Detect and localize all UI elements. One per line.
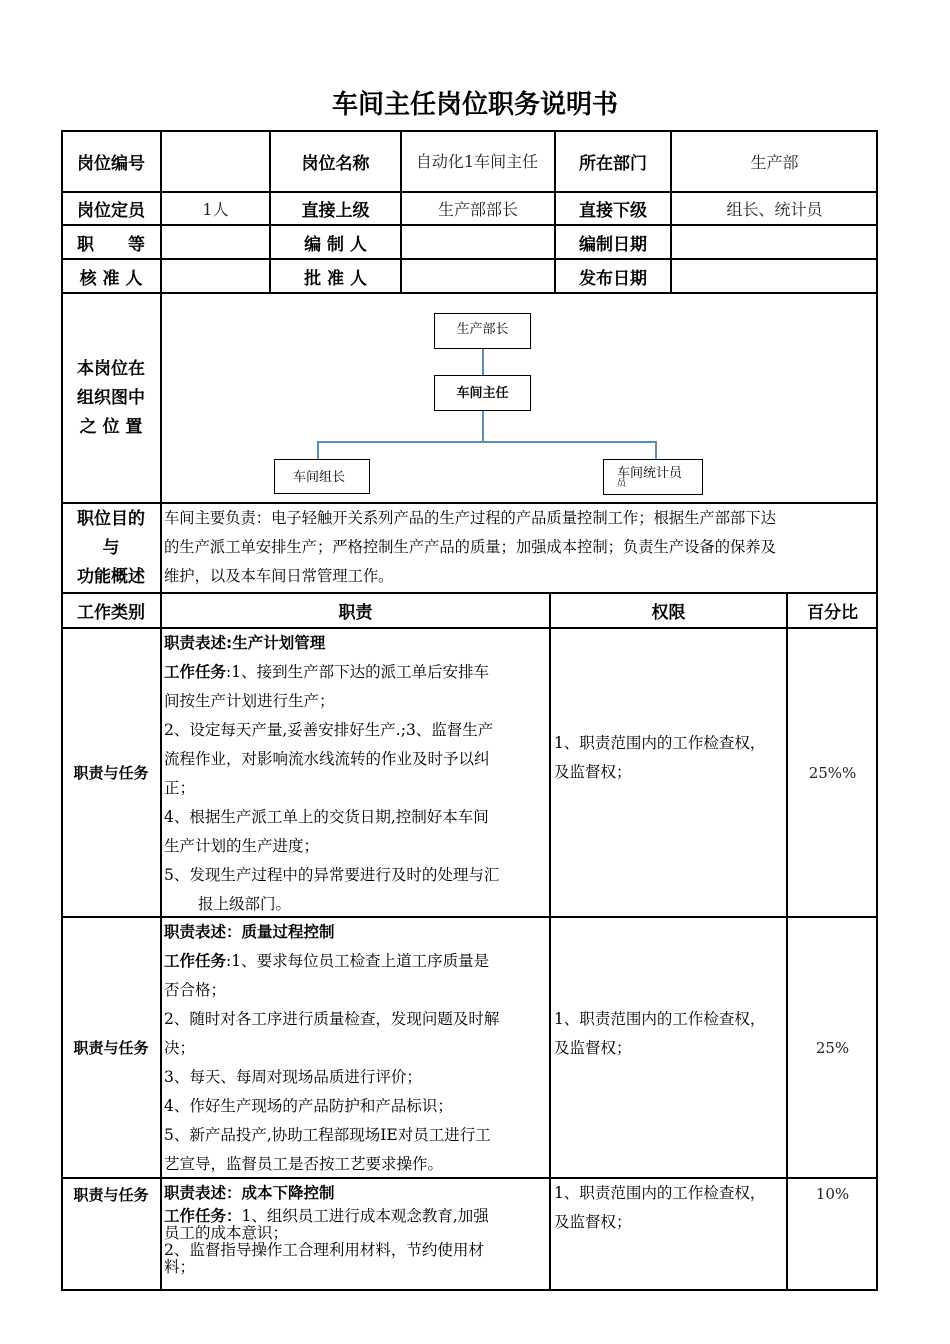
- org-box-workshop-director: 车间主任: [434, 375, 531, 411]
- duty-task-line: 5、新产品投产,协助工程部现场IE对员工进行工: [164, 1126, 491, 1144]
- duty-task-line: 生产计划的生产进度；: [164, 837, 320, 855]
- approver-label: 核 准 人: [79, 268, 143, 289]
- col-divider: [549, 592, 551, 1291]
- grade-value: [162, 226, 269, 258]
- duty-task-line: 4、作好生产现场的产品防护和产品标识；: [164, 1097, 453, 1115]
- duty-task-line: 3、每天、每周对现场品质进行评价；: [164, 1068, 422, 1086]
- org-label-line: 组织图中: [77, 387, 145, 408]
- duty-authority: [554, 1005, 784, 1063]
- author-label: 编 制 人: [304, 234, 367, 255]
- purpose-line: 车间主要负责：电子轻触开关系列产品的生产过程的产品质量控制工作；根据生产部部下达: [164, 509, 776, 527]
- duty-category: 职责与任务: [73, 764, 149, 782]
- purpose-label-line: 职位目的: [77, 508, 145, 529]
- duty-task-line: 2、设定每天产量,妥善安排好生产.;3、监督生产: [164, 721, 494, 739]
- purpose-line: 的生产派工单安排生产；严格控制生产产品的质量；加强成本控制；负责生产设备的保养及: [164, 538, 776, 556]
- duty-task-line: 间按生产计划进行生产；: [164, 692, 335, 710]
- position-name-label: 岗位名称: [301, 154, 370, 174]
- duty-task-line: 2、监督指导操作工合理利用材料，节约使用材: [164, 1241, 484, 1259]
- org-box-statistician-line: 员: [617, 479, 627, 489]
- org-connector: [317, 441, 319, 460]
- org-position-label: [62, 294, 160, 502]
- duty-authority-line: 1、职责范围内的工作检查权，: [554, 1010, 766, 1028]
- org-box-statistician-line: 车间统计员: [617, 466, 683, 481]
- duty-authority-line: 1、职责范围内的工作检查权，: [554, 734, 766, 752]
- duty-content: [164, 918, 548, 1179]
- position-name-value: 自动化1车间主任: [415, 151, 539, 171]
- duty-percent: 10%: [815, 1185, 850, 1203]
- department-label: 所在部门: [579, 154, 647, 174]
- org-label-line: 之 位 置: [79, 416, 143, 437]
- duty-task-line: 料；: [164, 1258, 196, 1276]
- author-date-label: 编制日期: [579, 234, 647, 255]
- duty-task-line: 1、组织员工进行成本观念教育,加强: [241, 1207, 489, 1225]
- page-title: 车间主任岗位职务说明书: [331, 90, 618, 120]
- col-header-duty: 职责: [338, 603, 373, 623]
- col-header-authority: 权限: [651, 603, 686, 623]
- org-connector: [482, 410, 484, 442]
- col-header-percent: 百分比: [807, 603, 858, 623]
- author-value: [402, 226, 554, 258]
- duty-statement: 生产计划管理: [232, 634, 326, 652]
- org-connector: [655, 441, 657, 460]
- subordinate-value: 组长、统计员: [726, 200, 823, 219]
- duty-authority-line: 1、职责范围内的工作检查权，: [554, 1184, 766, 1202]
- headcount-value: 1人: [202, 200, 229, 219]
- col-divider: [160, 130, 162, 1291]
- author-date-value: [672, 226, 877, 258]
- duty-authority: [554, 729, 784, 787]
- duty-statement-label: 职责表述:: [164, 634, 233, 652]
- duty-task-label: 工作任务: [164, 663, 227, 681]
- headcount-label: 岗位定员: [77, 201, 145, 221]
- duty-task-line: 员工的成本意识；: [164, 1224, 289, 1242]
- subordinate-label: 直接下级: [579, 201, 647, 221]
- approver-value: [162, 260, 269, 292]
- duty-percent: 25%%: [808, 763, 857, 782]
- superior-value: 生产部部长: [437, 200, 518, 219]
- purpose-label: [62, 504, 160, 592]
- duty-task-line: :1、接到生产部下达的派工单后安排车: [226, 663, 490, 681]
- duty-task-line: 流程作业，对影响流水线流转的作业及时予以纠: [164, 750, 490, 768]
- duty-content: [164, 1179, 548, 1276]
- duty-task-line: 决；: [164, 1039, 196, 1057]
- org-connector: [482, 348, 484, 375]
- duty-task-line: 艺宣导，监督员工是否按工艺要求操作。: [164, 1155, 444, 1173]
- duty-statement-label: 职责表述：: [164, 1184, 242, 1202]
- duty-content: [164, 629, 548, 919]
- org-box-statistician: [603, 459, 703, 495]
- publish-date-value: [672, 260, 877, 292]
- duty-authority-line: 及监督权；: [554, 763, 632, 781]
- duty-task-line: :1、要求每位员工检查上道工序质量是: [226, 952, 490, 970]
- duty-authority-line: 及监督权；: [554, 1213, 632, 1231]
- ratifier-value: [402, 260, 554, 292]
- org-connector: [317, 441, 657, 443]
- org-label-line: 本岗位在: [77, 358, 145, 379]
- department-value: 生产部: [750, 153, 799, 172]
- duty-authority-line: 及监督权；: [554, 1039, 632, 1057]
- purpose-text: [164, 504, 876, 591]
- duty-statement: 质量过程控制: [241, 923, 335, 941]
- publish-date-label: 发布日期: [579, 268, 647, 289]
- purpose-label-line: 与: [102, 537, 120, 558]
- purpose-line: 维护，以及本车间日常管理工作。: [164, 567, 394, 585]
- grade-label: 职 等: [77, 234, 145, 255]
- duty-task-line: 正；: [164, 779, 196, 797]
- duty-task-line: 2、随时对各工序进行质量检查，发现问题及时解: [164, 1010, 500, 1028]
- duty-task-label: 工作任务：: [164, 1207, 242, 1225]
- duty-statement: 成本下降控制: [241, 1184, 335, 1202]
- ratifier-label: 批 准 人: [304, 268, 367, 289]
- duty-task-line: 否合格；: [164, 981, 227, 999]
- duty-task-label: 工作任务: [164, 952, 227, 970]
- row-divider: [61, 292, 878, 294]
- org-box-director: 生产部长: [434, 313, 531, 349]
- position-no-label: 岗位编号: [77, 154, 145, 174]
- duty-percent: 25%: [815, 1038, 850, 1057]
- duty-task-line: 5、发现生产过程中的异常要进行及时的处理与汇: [164, 866, 500, 884]
- duty-task-line: 4、根据生产派工单上的交货日期,控制好本车间: [164, 808, 489, 826]
- superior-label: 直接上级: [301, 201, 370, 221]
- duty-statement-label: 职责表述：: [164, 923, 242, 941]
- org-box-team-leader: 车间组长: [274, 459, 370, 494]
- purpose-label-line: 功能概述: [77, 566, 145, 587]
- duty-authority: [554, 1179, 784, 1237]
- duty-category: 职责与任务: [73, 1039, 149, 1057]
- col-header-category: 工作类别: [77, 603, 145, 623]
- duty-category: 职责与任务: [73, 1185, 149, 1204]
- position-no-value: [162, 132, 269, 191]
- duty-task-line: 报上级部门。: [198, 895, 292, 913]
